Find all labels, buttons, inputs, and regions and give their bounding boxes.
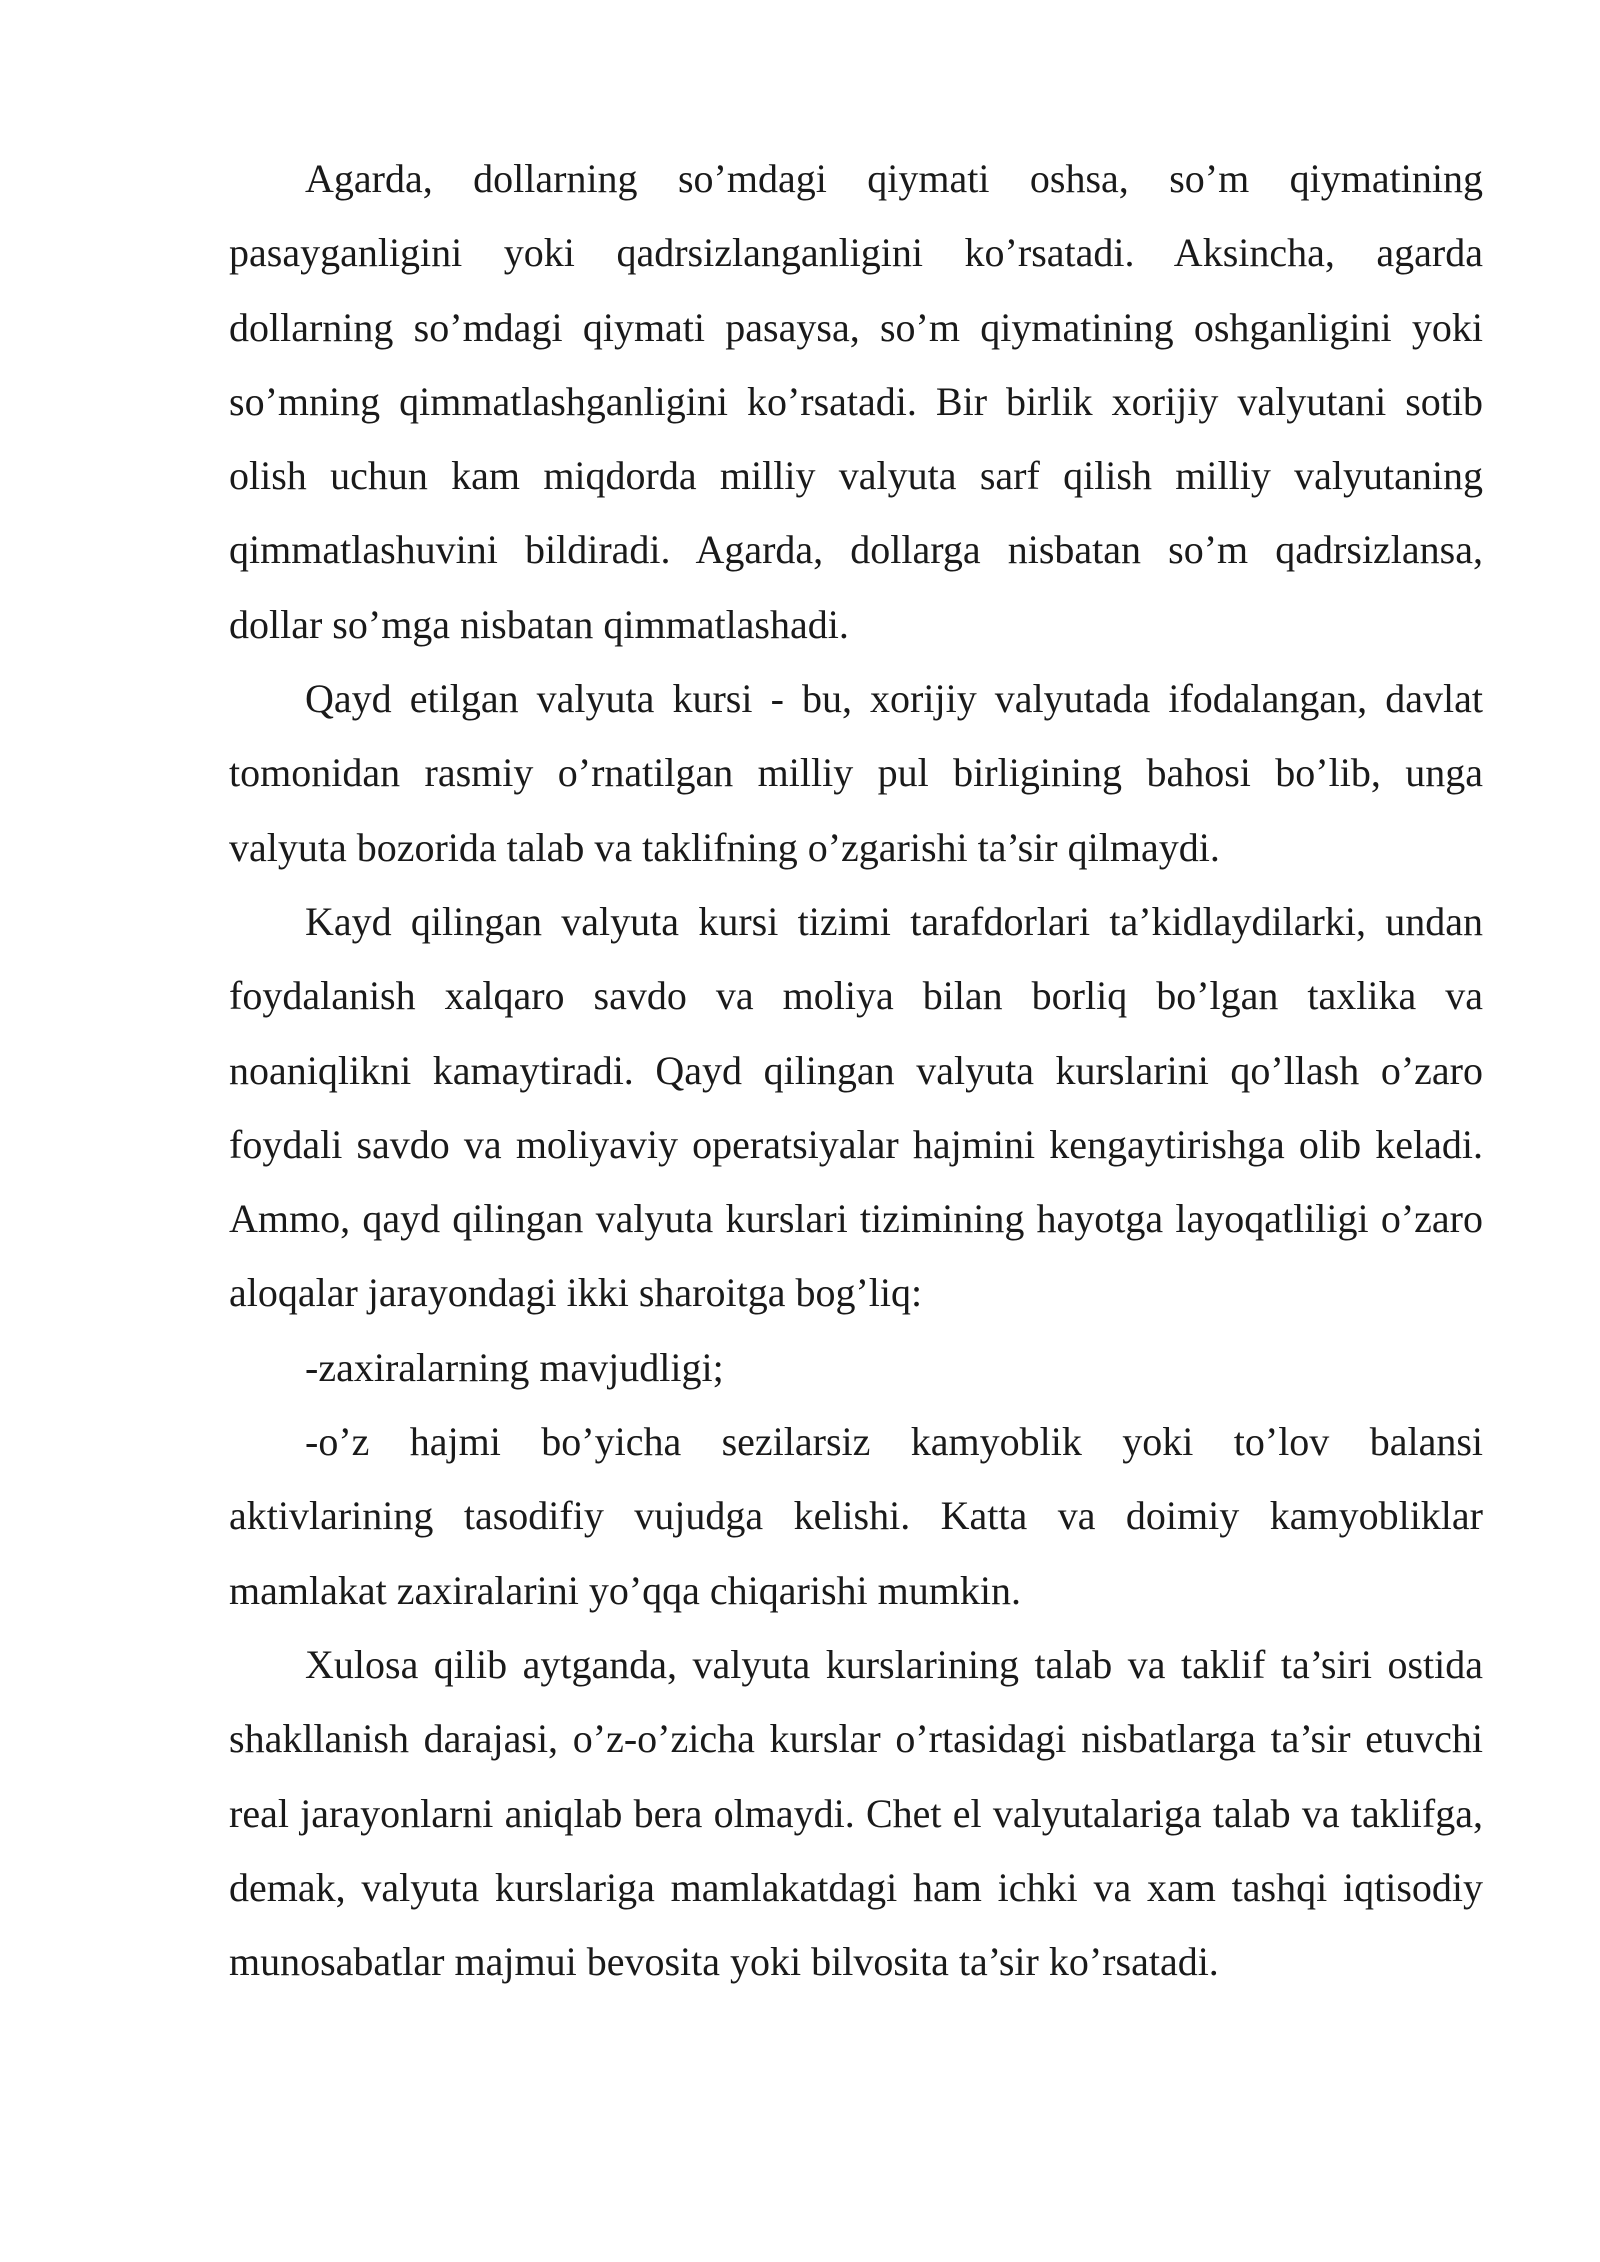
paragraph-conclusion: Xulosa qilib aytganda, valyuta kurslarining talab va taklif ta’siri ostida shakllanish darajasi, o’z-o’zicha kurslar o’rtasidagi nisbatlarga ta’sir etuvchi real jarayonlarni aniqlab bera olmaydi. Chet el valyutalariga talab va taklifga, demak, valyuta kurslariga mamlakatdagi ham ichki va xam tashqi iqtisodiy munosabatlar majmui bevosita yoki bilvosita ta’sir ko’rsatadi. [229,1641,1483,1985]
list-item-balance-deficit: -o’z hajmi bo’yicha sezilarsiz kamyoblik yoki to’lov balansi aktivlarining tasodifiy vujudga kelishi. Katta va doimiy kamyobliklar mamlakat zaxiralarini yo’qqa chiqarishi mumkin. [229,1419,1483,1613]
paragraph-fixed-rate-supporters: Kayd qilingan valyuta kursi tizimi tarafdorlari ta’kidlaydilarki, undan foydalanish xalqaro savdo va moliya bilan borliq bo’lgan taxlika va noaniqlikni kamaytiradi. Qayd qilingan valyuta kurslarini qo’llash o’zaro foydali savdo va moliyaviy operatsiyalar hajmini kengaytirishga olib keladi. Ammo, qayd qilingan valyuta kurslari tizimining hayotga layoqatliligi o’zaro aloqalar jarayondagi ikki sharoitga bog’liq: [229,898,1483,1316]
paragraph-exchange-rate-dollar: Agarda, dollarning so’mdagi qiymati oshsa, so’m qiymatining pasayganligini yoki qadrsizlanganligini ko’rsatadi. Aksincha, agarda dollarning so’mdagi qiymati pasaysa, so’m qiymatining oshganligini yoki so’mning qimmatlashganligini ko’rsatadi. Bir birlik xorijiy valyutani sotib olish uchun kam miqdorda milliy valyuta sarf qilish milliy valyutaning qimmatlashuvini bildiradi. Agarda, dollarga nisbatan so’m qadrsizlansa, dollar so’mga nisbatan qimmatlashadi. [229,156,1483,647]
document-body [229,142,1483,1999]
paragraph-fixed-rate-definition: Qayd etilgan valyuta kursi - bu, xorijiy valyutada ifodalangan, davlat tomonidan rasmiy o’rnatilgan milliy pul birligining bahosi bo’lib, unga valyuta bozorida talab va taklifning o’zgarishi ta’sir qilmaydi. [229,676,1483,870]
list-item-reserves: -zaxiralarning mavjudligi; [305,1344,724,1390]
